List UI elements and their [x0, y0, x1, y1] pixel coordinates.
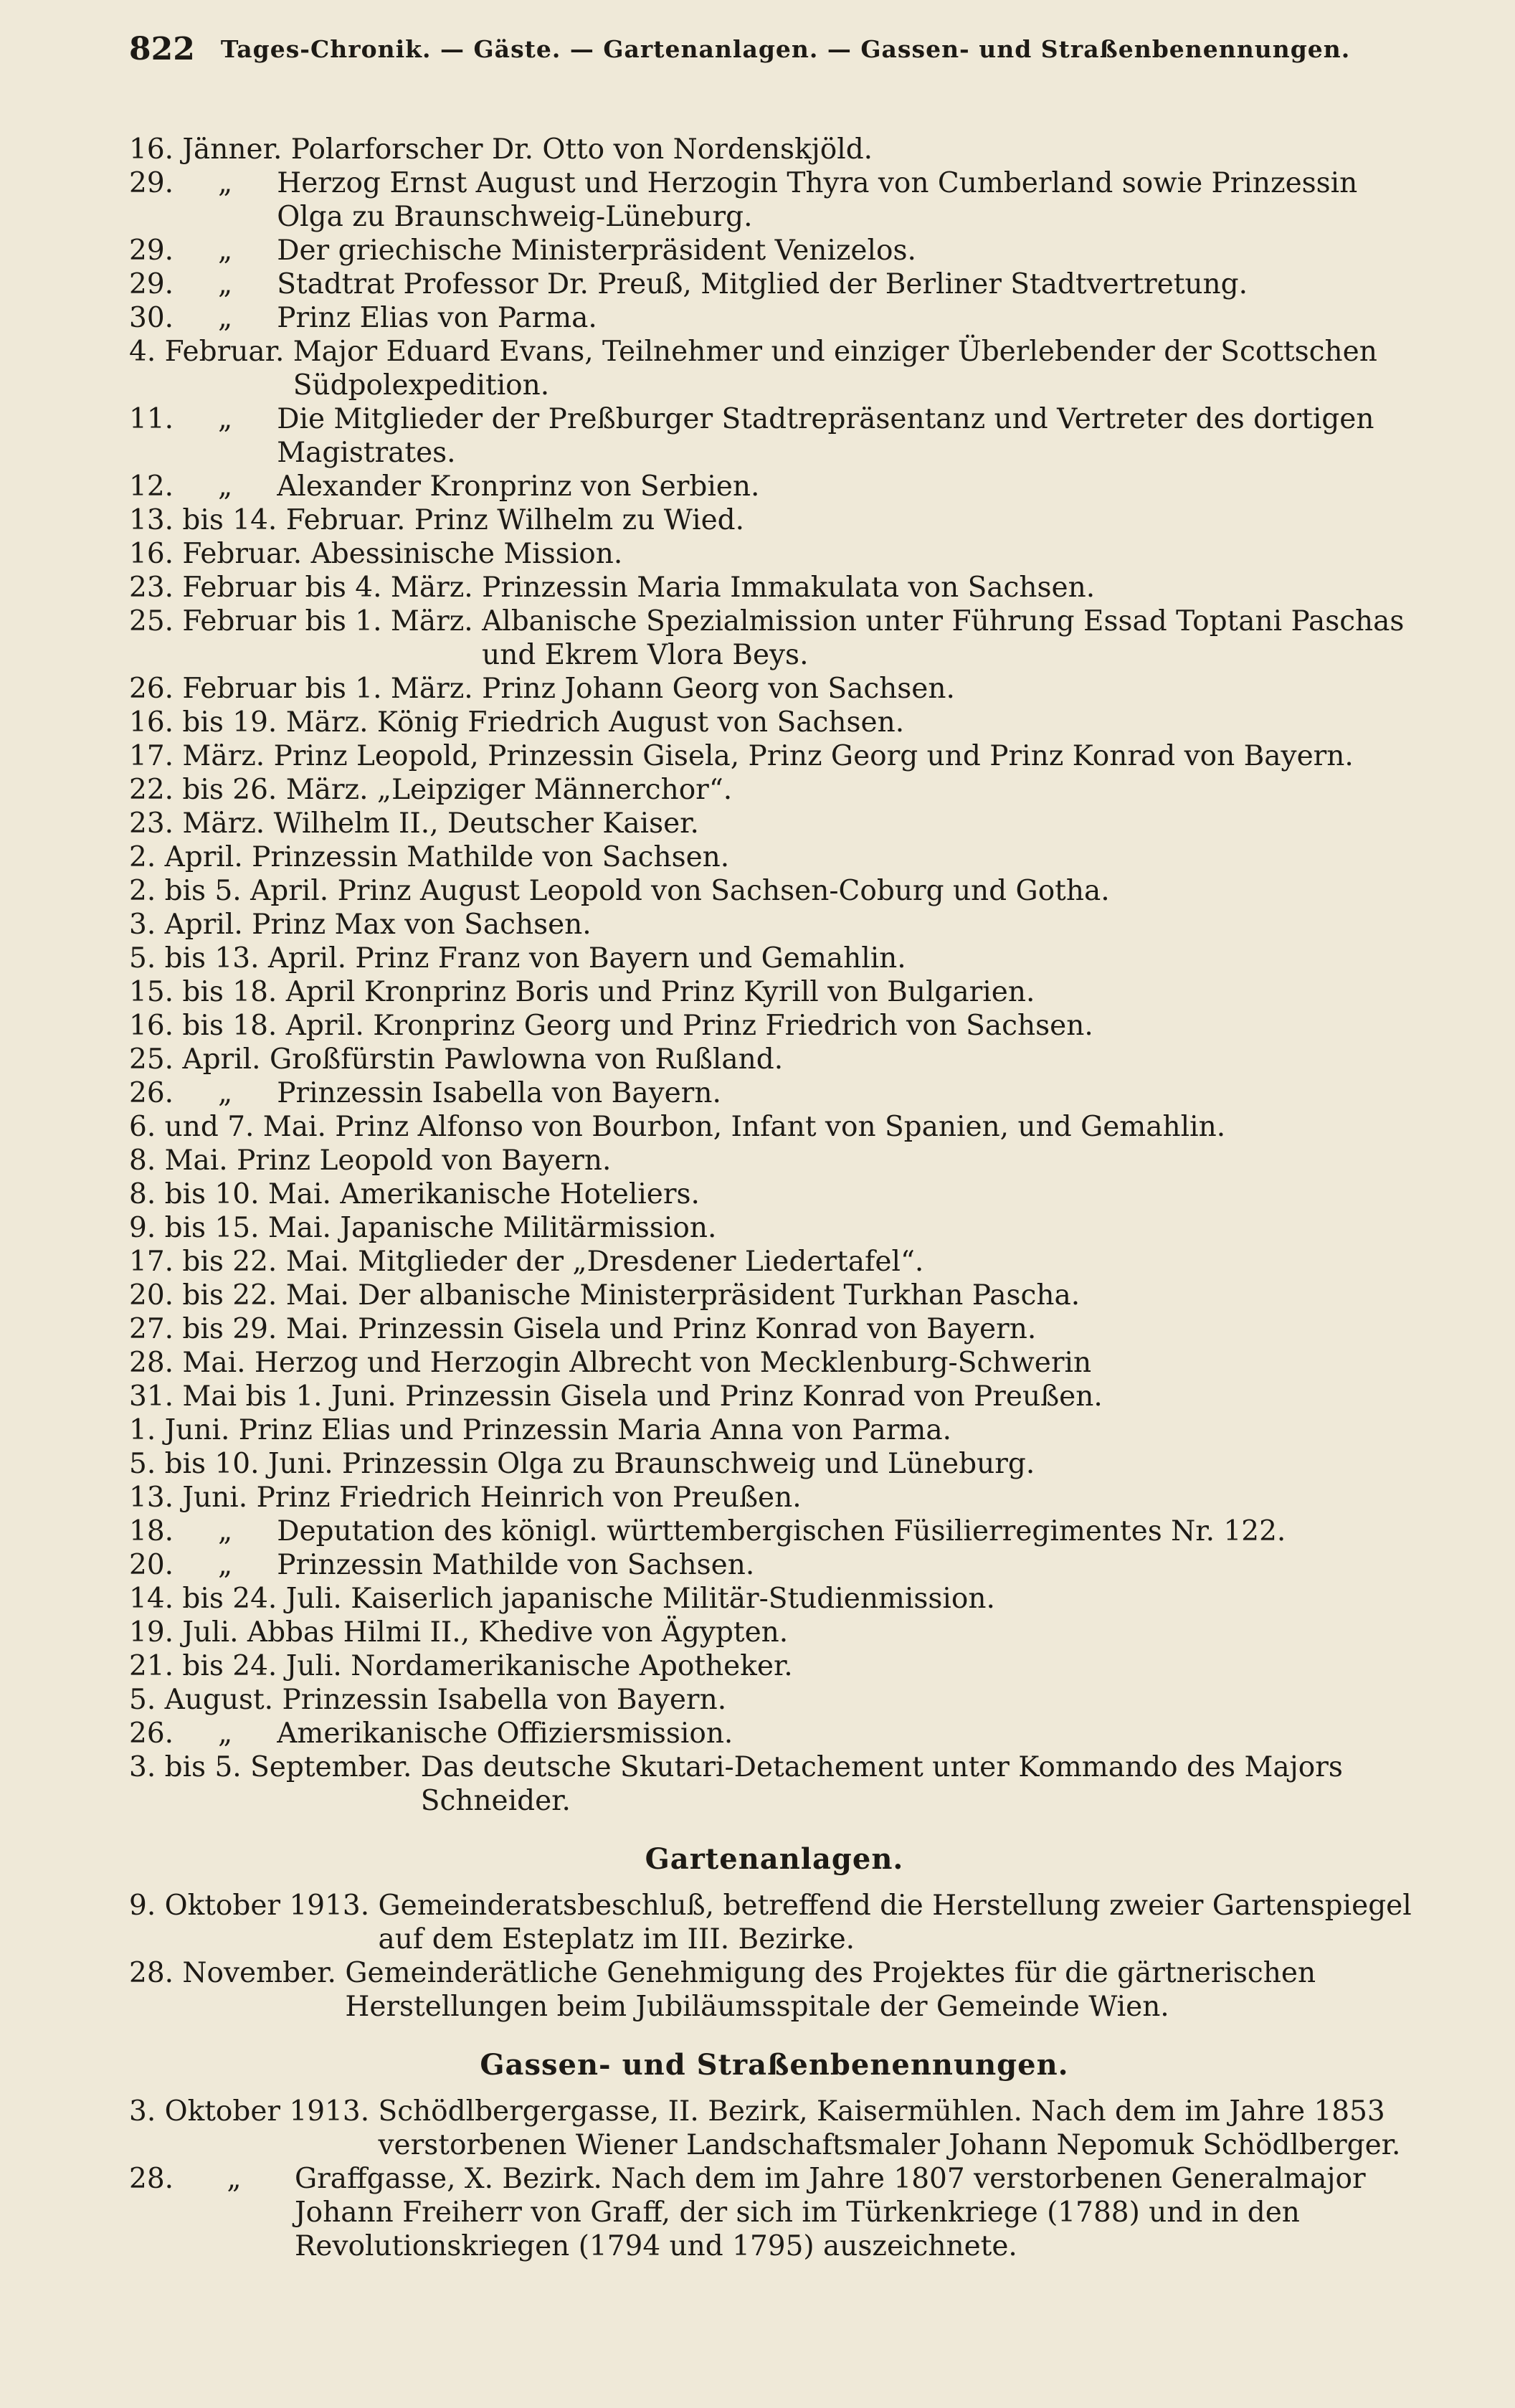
entry-text: Japanische Militärmission.: [340, 1212, 717, 1244]
entry-date: 19. Juli.: [129, 1616, 247, 1649]
entry-text: Alexander Kronprinz von Serbien.: [277, 470, 760, 503]
chronicle-entry: [129, 908, 1420, 942]
entry-date: 6. und 7. Mai.: [129, 1111, 336, 1143]
entry-text: Mitglieder der „Dresdener Liedertafel“.: [358, 1246, 924, 1278]
chronicle-entry: [129, 1548, 1420, 1582]
entry-text: Stadtrat Professor Dr. Preuß, Mitglied der Berliner Stadtvertretung.: [277, 268, 1248, 300]
entry-text: Kronprinz Georg und Prinz Friedrich von Sachsen.: [373, 1010, 1093, 1042]
page-number: 822: [129, 30, 195, 67]
entry-text: Herzog und Herzogin Albrecht von Mecklenburg-Schwerin: [254, 1347, 1092, 1379]
entry-date: 11. „: [129, 403, 277, 435]
entry-text: Gemeinderätliche Genehmigung des Projektes für die gärtnerischen Herstellungen beim Jubiläumsspitale der Gemeinde Wien.: [345, 1957, 1316, 2023]
entry-text: Herzog Ernst August und Herzogin Thyra von Cumberland sowie Prinzessin Olga zu Braunschweig-Lüneburg.: [277, 167, 1358, 233]
entry-date: 5. bis 10. Juni.: [129, 1448, 343, 1480]
entry-text: Prinz Leopold von Bayern.: [237, 1144, 612, 1177]
entry-date: 20. bis 22. Mai.: [129, 1279, 358, 1312]
entry-text: Prinz Johann Georg von Sachsen.: [482, 673, 955, 705]
entry-date: 28. November.: [129, 1957, 346, 1989]
entry-date: 29. „: [129, 268, 277, 300]
entry-date: 17. bis 22. Mai.: [129, 1246, 358, 1278]
entry-text: Prinzessin Mathilde von Sachsen.: [277, 1549, 755, 1581]
chronicle-entry: [129, 470, 1420, 503]
entry-date: 2. April.: [129, 841, 252, 873]
page-content: [129, 133, 1420, 2263]
entry-date: 31. Mai bis 1. Juni.: [129, 1380, 406, 1413]
chronicle-entry: [129, 672, 1420, 706]
chronicle-entry: [129, 1009, 1420, 1043]
entry-text: Prinzessin Mathilde von Sachsen.: [252, 841, 730, 873]
entry-text: Prinz August Leopold von Sachsen-Coburg und Gotha.: [337, 875, 1110, 907]
entry-date: 26. „: [129, 1077, 277, 1109]
section-title-streets: Gassen- und Straßenbenennungen.: [480, 2048, 1069, 2082]
entry-text: Prinz Friedrich Heinrich von Preußen.: [256, 1482, 802, 1514]
running-title: Tages-Chronik. — Gäste. — Gartenanlagen. — Gassen- und Straßenbenennungen.: [220, 34, 1351, 63]
chronicle-entry: [129, 1380, 1420, 1413]
chronicle-entry: [129, 2162, 1420, 2263]
chronicle-entry: [129, 1177, 1420, 1211]
chronicle-entry: [129, 503, 1420, 537]
entry-text: Deputation des königl. württembergischen Füsilierregimentes Nr. 122.: [277, 1515, 1286, 1547]
chronicle-entry: [129, 402, 1420, 470]
entry-date: 8. bis 10. Mai.: [129, 1178, 341, 1210]
entry-date: 16. bis 19. März.: [129, 706, 377, 739]
guests-list: [129, 133, 1420, 1818]
entry-date: 25. Februar bis 1. März.: [129, 605, 483, 637]
chronicle-entry: [129, 1582, 1420, 1616]
chronicle-entry: [129, 942, 1420, 975]
entry-text: Abessinische Mission.: [310, 538, 623, 570]
chronicle-entry: [129, 1110, 1420, 1144]
entry-date: 16. Februar.: [129, 538, 311, 570]
entry-text: Schödlbergergasse, II. Bezirk, Kaisermühlen. Nach dem im Jahre 1853 verstorbenen Wiener Landschaftsmaler Johann Nepomuk Schödlberger.: [378, 2095, 1401, 2161]
entry-text: Prinz Elias und Prinzessin Maria Anna von Parma.: [238, 1414, 952, 1446]
entry-date: 1. Juni.: [129, 1414, 239, 1446]
chronicle-entry: [129, 1346, 1420, 1380]
entry-date: 25. April.: [129, 1043, 270, 1076]
chronicle-entry: [129, 706, 1420, 739]
chronicle-entry: [129, 1956, 1420, 2024]
chronicle-entry: [129, 2095, 1420, 2162]
entry-date: 2. bis 5. April.: [129, 875, 338, 907]
chronicle-entry: [129, 874, 1420, 908]
entry-text: Kaiserlich japanische Militär-Studienmission.: [351, 1583, 995, 1615]
entry-text: Polarforscher Dr. Otto von Nordenskjöld.: [290, 133, 873, 166]
entry-date: 3. Oktober 1913.: [129, 2095, 379, 2128]
chronicle-entry: [129, 807, 1420, 840]
entry-date: 26. Februar bis 1. März.: [129, 673, 483, 705]
entry-date: 13. bis 14. Februar.: [129, 504, 414, 536]
chronicle-entry: [129, 133, 1420, 166]
entry-text: Der griechische Ministerpräsident Venizelos.: [277, 234, 916, 267]
entry-date: 14. bis 24. Juli.: [129, 1583, 351, 1615]
entry-date: 4. Februar.: [129, 336, 293, 368]
chronicle-entry: [129, 1750, 1420, 1818]
entry-date: 5. August.: [129, 1684, 282, 1716]
chronicle-entry: [129, 335, 1420, 402]
entry-text: Abbas Hilmi II., Khedive von Ägypten.: [247, 1616, 789, 1649]
entry-date: 16. Jänner.: [129, 133, 291, 166]
entry-text: Amerikanische Hoteliers.: [340, 1178, 700, 1210]
entry-date: 30. „: [129, 302, 277, 334]
entry-date: 18. „: [129, 1515, 277, 1547]
entry-date: 3. April.: [129, 909, 252, 941]
entry-text: Gemeinderatsbeschluß, betreffend die Herstellung zweier Gartenspiegel auf dem Esteplatz im III. Bezirke.: [378, 1890, 1412, 1956]
chronicle-entry: [129, 537, 1420, 571]
chronicle-entry: [129, 571, 1420, 605]
entry-text: Prinz Wilhelm zu Wied.: [414, 504, 745, 536]
entry-text: Prinzessin Gisela und Prinz Konrad von Bayern.: [358, 1313, 1037, 1345]
entry-text: Albanische Spezialmission unter Führung Essad Toptani Paschas und Ekrem Vlora Beys.: [482, 605, 1405, 671]
chronicle-entry: [129, 1889, 1420, 1956]
entry-date: 29. „: [129, 167, 277, 199]
gardens-list: [129, 1889, 1420, 2024]
entry-date: 28. „: [129, 2163, 295, 2195]
entry-date: 3. bis 5. September.: [129, 1751, 421, 1783]
entry-date: 15. bis 18. April: [129, 976, 364, 1008]
chronicle-entry: [129, 1717, 1420, 1750]
entry-text: Die Mitglieder der Preßburger Stadtrepräsentanz und Vertreter des dortigen Magistrates.: [277, 403, 1374, 469]
entry-date: 23. Februar bis 4. März.: [129, 572, 483, 604]
entry-text: Amerikanische Offiziersmission.: [277, 1717, 733, 1750]
entry-date: 21. bis 24. Juli.: [129, 1650, 351, 1682]
chronicle-entry: [129, 1144, 1420, 1177]
entry-text: Prinzessin Isabella von Bayern.: [277, 1077, 721, 1109]
chronicle-entry: [129, 1515, 1420, 1548]
chronicle-entry: [129, 1312, 1420, 1346]
entry-date: 26. „: [129, 1717, 277, 1750]
entry-text: Prinz Max von Sachsen.: [252, 909, 592, 941]
entry-text: Kronprinz Boris und Prinz Kyrill von Bulgarien.: [364, 976, 1035, 1008]
chronicle-entry: [129, 975, 1420, 1009]
entry-text: Prinz Elias von Parma.: [277, 302, 597, 334]
chronicle-entry: [129, 1413, 1420, 1447]
chronicle-entry: [129, 301, 1420, 335]
entry-date: 9. bis 15. Mai.: [129, 1212, 341, 1244]
chronicle-entry: [129, 773, 1420, 807]
entry-date: 5. bis 13. April.: [129, 942, 356, 975]
entry-text: Der albanische Ministerpräsident Turkhan Pascha.: [358, 1279, 1081, 1312]
chronicle-entry: [129, 1076, 1420, 1110]
entry-date: 17. März.: [129, 740, 274, 772]
section-title-gardens: Gartenanlagen.: [645, 1842, 904, 1876]
chronicle-entry: [129, 605, 1420, 672]
chronicle-entry: [129, 267, 1420, 301]
entry-date: 27. bis 29. Mai.: [129, 1313, 358, 1345]
page-header: [129, 27, 1420, 70]
chronicle-entry: [129, 1616, 1420, 1649]
entry-date: 23. März.: [129, 807, 274, 840]
chronicle-entry: [129, 1447, 1420, 1481]
chronicle-entry: [129, 1211, 1420, 1245]
chronicle-entry: [129, 166, 1420, 234]
entry-text: Prinz Alfonso von Bourbon, Infant von Spanien, und Gemahlin.: [335, 1111, 1226, 1143]
entry-text: Das deutsche Skutari-Detachement unter Kommando des Majors Schneider.: [420, 1751, 1343, 1817]
chronicle-entry: [129, 1649, 1420, 1683]
entry-date: 12. „: [129, 470, 277, 503]
entry-text: Nordamerikanische Apotheker.: [351, 1650, 793, 1682]
chronicle-entry: [129, 840, 1420, 874]
entry-text: Major Eduard Evans, Teilnehmer und einziger Überlebender der Scottschen Südpolexpedition.: [293, 336, 1377, 402]
entry-text: König Friedrich August von Sachsen.: [376, 706, 905, 739]
entry-text: Großfürstin Pawlowna von Rußland.: [269, 1043, 784, 1076]
entry-text: Prinzessin Isabella von Bayern.: [282, 1684, 727, 1716]
chronicle-entry: [129, 1481, 1420, 1515]
chronicle-entry: [129, 739, 1420, 773]
streets-list: [129, 2095, 1420, 2263]
entry-text: Prinzessin Maria Immakulata von Sachsen.: [482, 572, 1096, 604]
entry-date: 28. Mai.: [129, 1347, 255, 1379]
entry-text: Wilhelm II., Deutscher Kaiser.: [273, 807, 699, 840]
entry-date: 9. Oktober 1913.: [129, 1890, 379, 1922]
chronicle-entry: [129, 1279, 1420, 1312]
entry-text: Prinzessin Gisela und Prinz Konrad von Preußen.: [405, 1380, 1103, 1413]
entry-text: Prinz Franz von Bayern und Gemahlin.: [355, 942, 906, 975]
chronicle-entry: [129, 1043, 1420, 1076]
entry-text: Prinzessin Olga zu Braunschweig und Lüneburg.: [342, 1448, 1035, 1480]
chronicle-entry: [129, 1245, 1420, 1279]
entry-text: Graffgasse, X. Bezirk. Nach dem im Jahre 1807 verstorbenen Generalmajor Johann Freiherr von Graff, der sich im Türkenkriege (1788) und in den Revolutionskriegen (1794 und 1795) auszeichnete.: [295, 2163, 1366, 2262]
entry-date: 29. „: [129, 234, 277, 267]
entry-text: „Leipziger Männerchor“.: [376, 774, 733, 806]
entry-date: 13. Juni.: [129, 1482, 257, 1514]
chronicle-entry: [129, 234, 1420, 267]
entry-date: 8. Mai.: [129, 1144, 237, 1177]
entry-date: 16. bis 18. April.: [129, 1010, 374, 1042]
chronicle-entry: [129, 1683, 1420, 1717]
entry-date: 20. „: [129, 1549, 277, 1581]
entry-text: Prinz Leopold, Prinzessin Gisela, Prinz Georg und Prinz Konrad von Bayern.: [273, 740, 1354, 772]
entry-date: 22. bis 26. März.: [129, 774, 377, 806]
